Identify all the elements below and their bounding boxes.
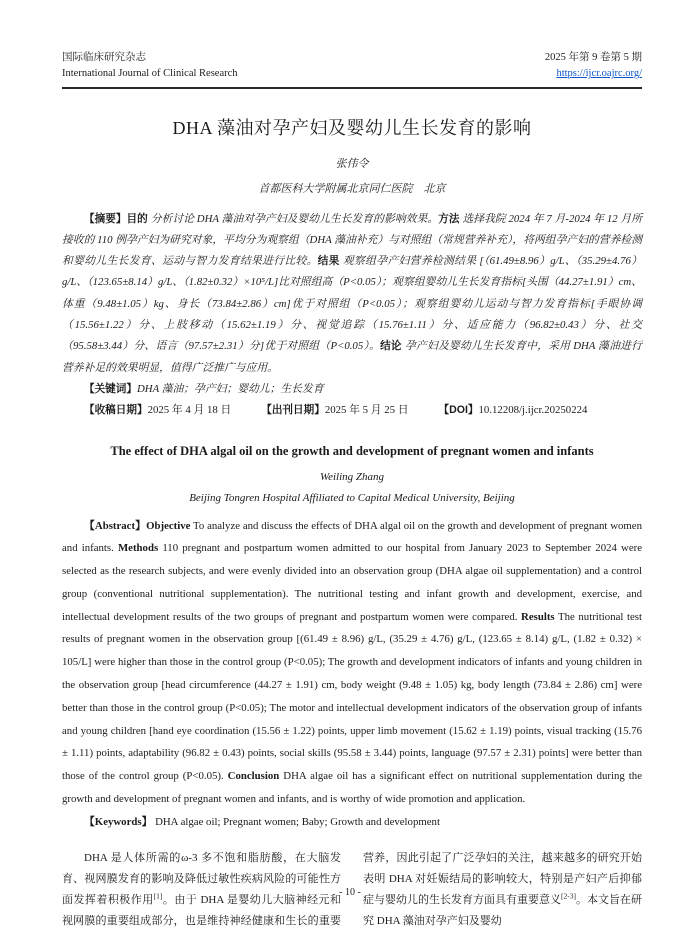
article-title-cn: DHA 藻油对孕产妇及婴幼儿生长发育的影响 <box>172 117 532 138</box>
publish-date-label: 【出刊日期】 <box>261 404 325 417</box>
header-right <box>545 50 642 83</box>
doi-label: 【DOI】 <box>438 404 479 417</box>
keywords-cn-label: 【关键词】 <box>84 382 137 395</box>
objective-text-en: To analyze and discuss the effects of DHA algal oil on the growth and development of pregnant women and infants. <box>62 519 642 555</box>
keywords-en-text: DHA algae oil; Pregnant women; Baby; Growth and development <box>152 815 440 828</box>
conclusion-text: 孕产妇及婴幼儿生长发育中，采用 DHA 藻油进行营养补足的效果明显，值得广泛推广与应用。 <box>62 340 642 374</box>
publish-date: 2025 年 5 月 25 日 <box>324 404 409 417</box>
abstract-objective-label: 【摘要】目的 <box>84 212 151 225</box>
journal-name-cn: 国际临床研究杂志 <box>62 52 146 63</box>
article-title-en: The effect of DHA algal oil on the growth and development of pregnant women and infants <box>110 443 594 458</box>
journal-url-link[interactable]: https://ijcr.oajrc.org/ <box>556 68 642 80</box>
results-text-en: The nutritional test results of pregnant women in the observation group [(61.49 ± 8.96) g/L, (35.29 ± 4.76) g/L, (123.65 ± 8.14) g/L, (1.82 ± 0.32) × 105/L] were higher than those in the control group (P<0.05); The growth and development indicators of infants and young children in the observation group [head circumference (44.27 ± 1.91) cm, body weight (9.48 ± 1.05) kg, body length (73.84 ± 2.86) cm] were better than those in the control group (P<0.05); The motor and intellectual development indicators of the observation group of infants and young children [hand eye coordination (15.56 ± 1.22) points, upper limb movement (15.62 ± 1.19) points, visual tracking (15.76 ± 1.11) points, adaptability (96.82 ± 0.43) points, social skills (95.58 ± 3.44) points, language (97.57 ± 2.31) points] were better than those of the control group (P<0.05). <box>62 610 642 783</box>
methods-label: 方法 <box>438 212 463 225</box>
keywords-en-label: 【Keywords】 <box>84 815 153 828</box>
page-header <box>62 50 642 89</box>
conclusion-label-en: Conclusion <box>227 770 280 783</box>
received-date-pair <box>84 404 231 416</box>
affiliation-cn: 首都医科大学附属北京同仁医院 北京 <box>258 182 446 195</box>
ref-1-citation: [1] <box>153 891 163 900</box>
doi-pair <box>439 404 588 416</box>
methods-text: 选择我院 2024 年 7 月-2024 年 12 月所接收的 110 例孕产妇为研究对象，平均分为观察组（DHA 藻油补充）与对照组（常规营养补充），将两组孕产妇的营养检测和婴幼儿生长发育、运动与智力发育结果进行比较。 <box>62 212 643 268</box>
journal-name-en: International Journal of Clinical Research <box>62 68 238 80</box>
doi-value: 10.12208/j.ijcr.20250224 <box>478 404 588 417</box>
objective-text: 分析讨论 DHA 藻油对孕产妇及婴幼儿生长发育的影响效果。 <box>150 212 439 225</box>
intro-text-1: DHA 是人体所需的ω-3 多不饱和脂肪酸，在大脑发育、视网膜发育的影响及降低过敏性疾病风险的可能性方面发挥着积极作用 <box>62 851 341 906</box>
conclusion-label: 结论 <box>380 340 405 353</box>
keywords-en <box>62 811 642 834</box>
ref-2-3-citation: [2-3] <box>561 891 576 900</box>
results-label: 结果 <box>317 255 343 268</box>
author-cn: 张伟令 <box>335 157 369 170</box>
affiliation-en: Beijing Tongren Hospital Affiliated to Capital Medical University, Beijing <box>189 491 515 504</box>
results-text: 观察组孕产妇营养检测结果 [（61.49±8.96）g/L、（35.29±4.76）g/L、（123.65±8.14）g/L、（1.82±0.32）×10⁵/L]比对照组高（P<0.05）；观察组婴幼儿生长发育指标[头围（44.27±1.91）cm、体重（9.48±1.05）kg、身长（73.84±2.86）cm]优于对照组（P<0.05）；观察组婴幼儿运动与智力发育指标[手眼协调（15.56±1.22）分、上肢移动（15.62±1.19）分、视觉追踪（15.76±1.11）分、适应能力（96.82±0.43）分、社交（95.58±3.44）分、语言（97.57±2.31）分]优于对照组（P<0.05）。 <box>62 255 642 353</box>
publish-date-pair <box>261 404 408 416</box>
page-number: - 10 - <box>339 887 361 898</box>
issue-info: 2025 年第 9 卷第 5 期 <box>544 52 642 63</box>
conclusion-text-en: DHA algae oil has a significant effect on nutritional supplementation during the growth and development of pregnant women and infants, and is worthy of wide promotion and application. <box>62 770 642 806</box>
intro-text-2: 。由于 DHA 是婴幼儿大脑神经元和视网膜的重要组成部分，也是维持神经健康和生长的重要营养，因此引起了广泛孕妇的关注，越来越多的研究开始表明 DHA 对妊娠结局的影响较大，特别是产妇产后抑郁症与婴幼儿的生长发育方面具有重要意义 <box>62 851 642 927</box>
methods-label-en: Methods <box>117 542 159 555</box>
author-en: Weiling Zhang <box>319 470 385 483</box>
intro-text-3: 。本文旨在研究 DHA 藻油对孕产妇及婴幼 <box>363 893 642 927</box>
article-meta <box>62 400 642 421</box>
abstract-en <box>62 515 642 811</box>
methods-text-en: 110 pregnant and postpartum women admitted to our hospital from January 2023 to September 2024 were selected as the research subjects, and were evenly divided into an observation group (DHA algae oil supplementation) and a control group (conventional nutritional supplementation). The nutritional testing and infant growth and development, exercise, and intellectual development results of the two groups of pregnant and postpartum women were compared. <box>62 542 643 623</box>
header-left <box>62 50 238 83</box>
received-date-label: 【收稿日期】 <box>84 404 148 417</box>
abstract-cn <box>62 209 642 379</box>
keywords-cn <box>62 379 642 400</box>
received-date: 2025 年 4 月 18 日 <box>147 404 232 417</box>
results-label-en: Results <box>521 610 555 623</box>
abstract-objective-label-en: 【Abstract】Objective <box>84 519 191 532</box>
keywords-cn-text: DHA 藻油；孕产妇；婴幼儿；生长发育 <box>136 382 324 395</box>
